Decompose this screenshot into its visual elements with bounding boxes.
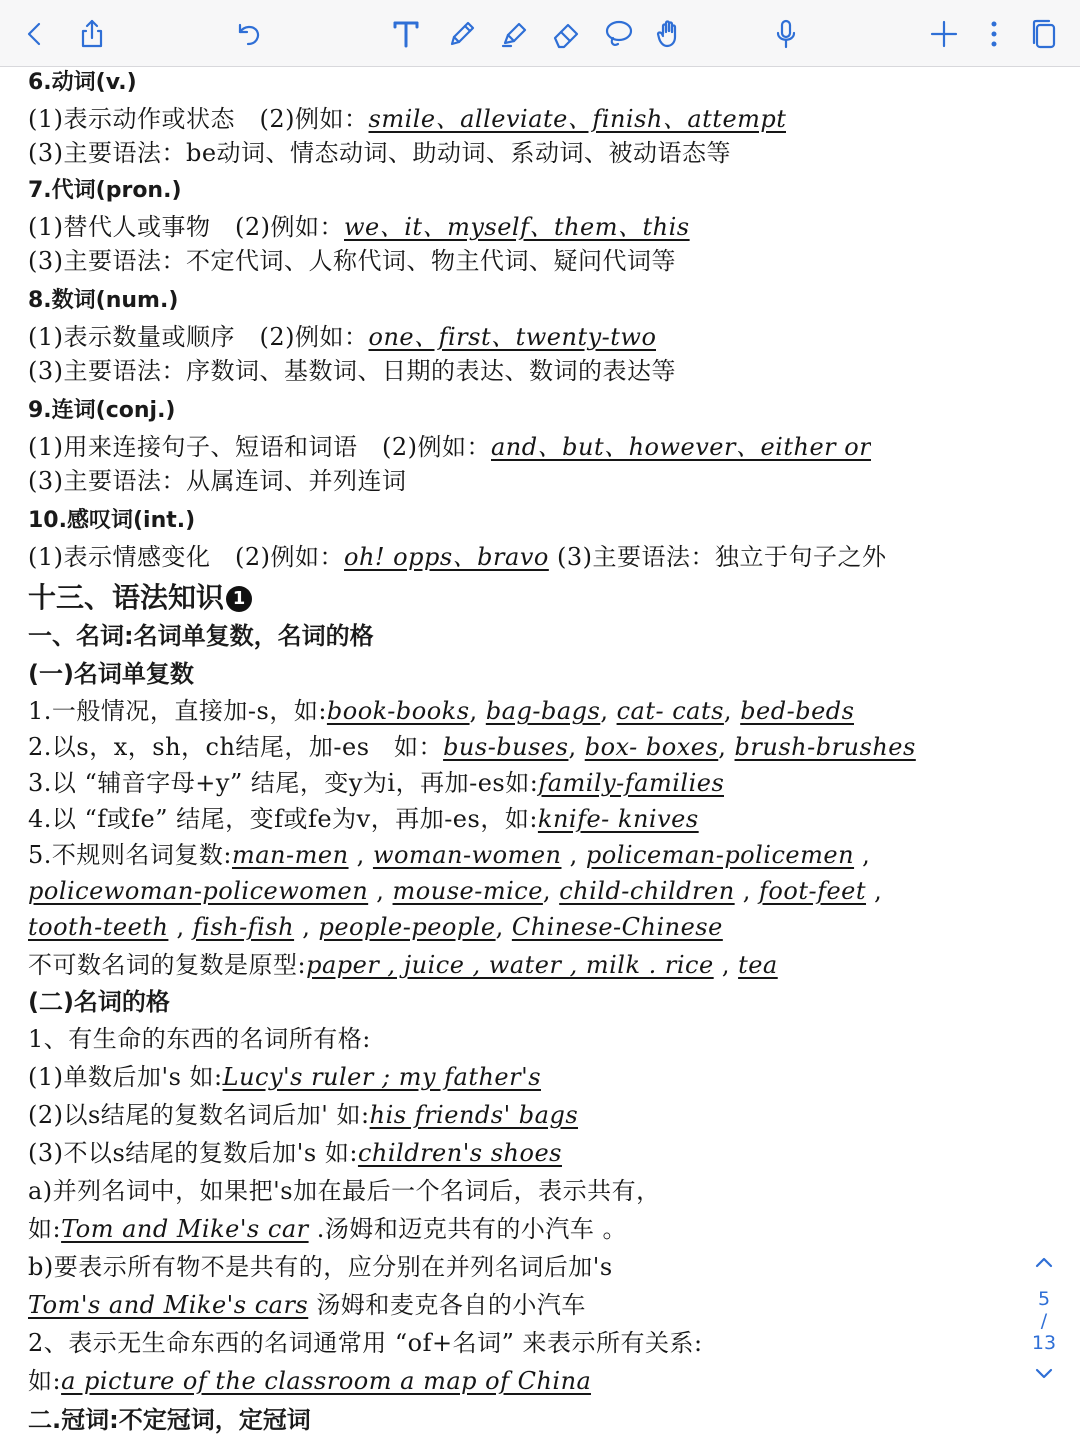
example-words: child-children xyxy=(559,877,735,905)
note-text: (1)表示数量或顺序 (2)例如： xyxy=(28,323,369,351)
example-words: Lucy's ruler ; my father's xyxy=(222,1063,542,1091)
note-line: a)并列名词中，如果把's加在最后一个名词后，表示共有， xyxy=(28,1177,661,1205)
note-line: 2、表示无生命东西的名词通常用 “of+名词” 来表示所有关系: xyxy=(28,1329,703,1357)
example-words: knife- knives xyxy=(537,805,699,833)
total-pages: 13 xyxy=(1031,1332,1057,1354)
example-words: a picture of the classroom a map of China xyxy=(61,1367,592,1395)
note-text: 3.以 “辅音字母+y” 结尾，变y为i，再加-es如: xyxy=(28,769,539,797)
note-line: 1.一般情况，直接加-s，如:book-books, bag-bags, cat- cats, bed-beds xyxy=(28,697,855,725)
example-words: man-men xyxy=(231,841,349,869)
example-words: cat- cats xyxy=(616,697,724,725)
note-line: (3)主要语法：不定代词、人称代词、物主代词、疑问代词等 xyxy=(28,247,676,275)
page-view-icon[interactable] xyxy=(1024,12,1064,56)
note-line xyxy=(28,540,886,574)
note-text: (3)不以s结尾的复数后加's 如: xyxy=(28,1139,358,1167)
note-text: 如: xyxy=(28,1215,62,1243)
note-line: (3)主要语法：序数词、基数词、日期的表达、数词的表达等 xyxy=(28,357,676,385)
example-words: policeman-policemen xyxy=(585,841,855,869)
note-line xyxy=(28,766,724,800)
eraser-icon[interactable] xyxy=(546,12,586,56)
example-words: brush-brushes xyxy=(734,733,916,761)
note-line xyxy=(28,102,786,136)
example-words: and、but、however、either or xyxy=(491,433,872,461)
back-chevron-icon[interactable] xyxy=(14,12,54,56)
example-words: fish-fish xyxy=(192,913,295,941)
section-heading: 6.动词(v.) xyxy=(28,70,137,95)
example-words: family-families xyxy=(538,769,725,797)
section-heading: 8.数词(num.) xyxy=(28,288,179,313)
note-text: 2.以s，x，sh，ch结尾，加-es 如： xyxy=(28,733,444,761)
note-text: (1)表示动作或状态 (2)例如： xyxy=(28,105,369,133)
note-line xyxy=(28,1288,586,1322)
example-words: oh! opps、bravo xyxy=(344,543,549,571)
undo-icon[interactable] xyxy=(228,12,268,56)
example-words: foot-feet xyxy=(759,877,867,905)
note-line: b)要表示所有物不是共有的，应分别在并列名词后加's xyxy=(28,1253,613,1281)
chapter-title-text: 十三、语法知识 xyxy=(28,581,225,614)
section-heading: 9.连词(conj.) xyxy=(28,398,176,423)
part-heading: 一、名词:名词单复数，名词的格 xyxy=(28,622,374,650)
note-line xyxy=(28,320,656,354)
note-line: (3)主要语法：be动词、情态动词、助动词、系动词、被动语态等 xyxy=(28,139,732,167)
example-words: mouse-mice xyxy=(392,877,543,905)
example-words: tea xyxy=(738,951,778,979)
section-heading: 7.代词(pron.) xyxy=(28,178,182,203)
part-heading: 二.冠词:不定冠词，定冠词 xyxy=(28,1406,311,1434)
hand-tool-icon[interactable] xyxy=(650,12,690,56)
note-line xyxy=(28,1060,541,1094)
note-line xyxy=(28,802,699,836)
more-icon[interactable] xyxy=(974,12,1014,56)
note-text: 4.以 “f或fe” 结尾，变f或fe为v，再加-es，如: xyxy=(28,805,538,833)
page-navigator xyxy=(1020,1252,1068,1398)
note-line xyxy=(28,430,871,464)
current-page-number: 5 xyxy=(1037,1288,1051,1310)
note-line: 2.以s，x，sh，ch结尾，加-es 如：bus-buses, box- boxes, brush-brushes xyxy=(28,733,916,761)
toolbar xyxy=(0,0,1080,67)
section-heading: 10.感叹词(int.) xyxy=(28,508,196,533)
note-line: 不可数名词的复数是原型:paper , juice , water , milk . rice , tea xyxy=(28,951,778,979)
example-words: Tom's and Mike's cars xyxy=(28,1291,309,1319)
chapter-title xyxy=(28,578,252,618)
example-words: woman-women xyxy=(372,841,562,869)
note-line xyxy=(28,1136,562,1170)
note-text: .汤姆和迈克共有的小汽车 。 xyxy=(308,1215,627,1243)
note-text: (1)用来连接句子、短语和词语 (2)例如： xyxy=(28,433,491,461)
sub-heading: (一)名词单复数 xyxy=(28,660,194,688)
note-line xyxy=(28,1098,578,1132)
note-line: (3)主要语法：从属连词、并列连词 xyxy=(28,467,407,495)
note-line: 5.不规则名词复数:man-men , woman-women , policeman-policemen , xyxy=(28,841,871,869)
note-text: 如: xyxy=(28,1367,62,1395)
example-words: policewoman-policewomen xyxy=(28,877,369,905)
lasso-icon[interactable] xyxy=(598,12,638,56)
example-words: his friends' bags xyxy=(369,1101,579,1129)
example-words: tooth-teeth xyxy=(28,913,169,941)
note-line: tooth-teeth , fish-fish , people-people, Chinese-Chinese xyxy=(28,913,723,941)
note-text: 不可数名词的复数是原型: xyxy=(28,951,307,979)
example-words: book-books xyxy=(326,697,470,725)
example-words: people-people xyxy=(318,913,496,941)
note-text: (1)单数后加's 如: xyxy=(28,1063,223,1091)
note-line xyxy=(28,1364,591,1398)
pen-tool-icon[interactable] xyxy=(442,12,482,56)
add-icon[interactable] xyxy=(924,12,964,56)
example-words: box- boxes xyxy=(584,733,719,761)
note-line xyxy=(28,1212,627,1246)
page-separator: / xyxy=(1040,1310,1048,1332)
next-page-chevron-icon[interactable] xyxy=(1020,1362,1068,1398)
highlighter-icon[interactable] xyxy=(494,12,534,56)
example-words: bus-buses xyxy=(443,733,569,761)
note-text: (2)以s结尾的复数名词后加' 如: xyxy=(28,1101,370,1129)
note-text: 5.不规则名词复数: xyxy=(28,841,232,869)
note-line: policewoman-policewomen , mouse-mice, child-children , foot-feet , xyxy=(28,877,883,905)
share-icon[interactable] xyxy=(72,12,112,56)
example-words: we、it、myself、them、this xyxy=(344,213,690,241)
example-words: bag-bags xyxy=(485,697,601,725)
example-words: bed-beds xyxy=(740,697,855,725)
sub-heading: (二)名词的格 xyxy=(28,988,170,1016)
note-text: (1)表示情感变化 (2)例如： xyxy=(28,543,344,571)
example-words: smile、alleviate、finish、attempt xyxy=(368,105,787,133)
example-words: Tom and Mike's car xyxy=(61,1215,309,1243)
note-text: (3)主要语法：独立于句子之外 xyxy=(548,543,887,571)
note-line xyxy=(28,210,690,244)
text-tool-icon[interactable] xyxy=(386,12,426,56)
note-line: 1、有生命的东西的名词所有格: xyxy=(28,1025,371,1053)
example-words: paper , juice , water , milk . rice xyxy=(306,951,714,979)
chapter-number-badge: 1 xyxy=(226,586,252,612)
previous-page-chevron-icon[interactable] xyxy=(1020,1252,1068,1288)
microphone-icon[interactable] xyxy=(766,12,806,56)
example-words: children's shoes xyxy=(357,1139,562,1167)
note-text: 1.一般情况，直接加-s，如: xyxy=(28,697,327,725)
note-text: 汤姆和麦克各自的小汽车 xyxy=(308,1291,586,1319)
example-words: Chinese-Chinese xyxy=(511,913,723,941)
note-text: (1)替代人或事物 (2)例如： xyxy=(28,213,344,241)
example-words: one、first、twenty-two xyxy=(368,323,657,351)
